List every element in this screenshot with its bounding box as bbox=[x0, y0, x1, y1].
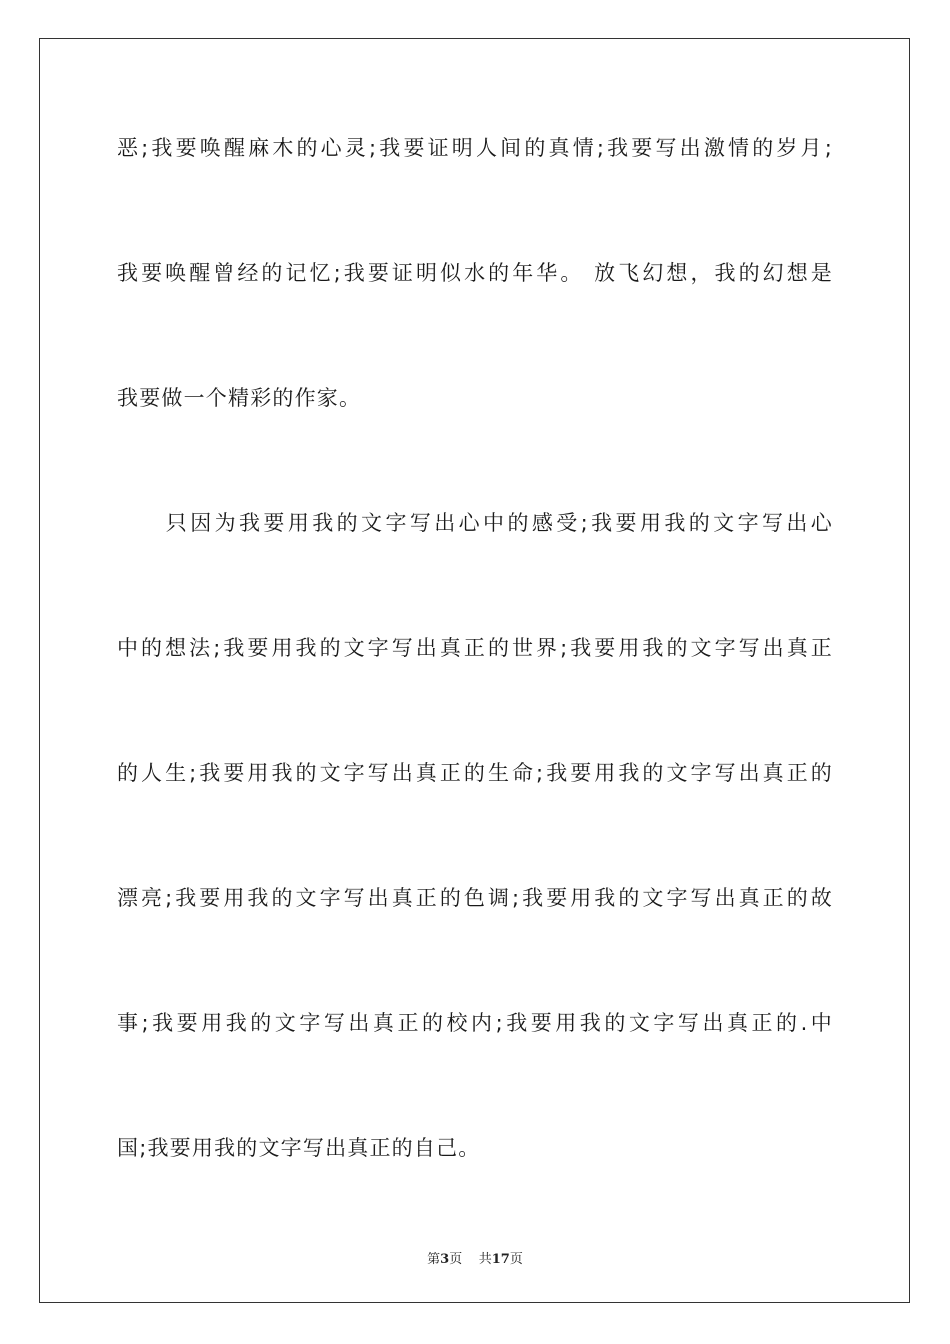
paragraph-line: 事;我要用我的文字写出真正的校内;我要用我的文字写出真正的.中 bbox=[117, 1011, 833, 1035]
paragraph-line: 恶;我要唤醒麻木的心灵;我要证明人间的真情;我要写出激情的岁月; bbox=[117, 136, 833, 160]
footer-page-suffix: 页 bbox=[449, 1252, 463, 1267]
paragraph-line: 只因为我要用我的文字写出心中的感受;我要用我的文字写出心 bbox=[117, 511, 833, 535]
total-pages: 17 bbox=[491, 1252, 510, 1267]
paragraph-line: 漂亮;我要用我的文字写出真正的色调;我要用我的文字写出真正的故 bbox=[117, 886, 833, 910]
footer-prefix: 第 bbox=[427, 1252, 441, 1267]
page-footer bbox=[0, 1248, 950, 1267]
paragraph-line: 的人生;我要用我的文字写出真正的生命;我要用我的文字写出真正的 bbox=[117, 761, 833, 785]
footer-total-suffix: 页 bbox=[509, 1252, 523, 1267]
page-border bbox=[39, 38, 910, 1303]
page-number: 3 bbox=[440, 1252, 450, 1267]
paragraph-line: 我要做一个精彩的作家。 bbox=[117, 386, 362, 410]
paragraph-line: 国;我要用我的文字写出真正的自己。 bbox=[117, 1136, 481, 1160]
paragraph-line: 我要唤醒曾经的记忆;我要证明似水的年华。 放飞幻想，我的幻想是 bbox=[117, 261, 833, 285]
paragraph-line: 中的想法;我要用我的文字写出真正的世界;我要用我的文字写出真正 bbox=[117, 636, 833, 660]
footer-total-prefix: 共 bbox=[478, 1252, 492, 1267]
